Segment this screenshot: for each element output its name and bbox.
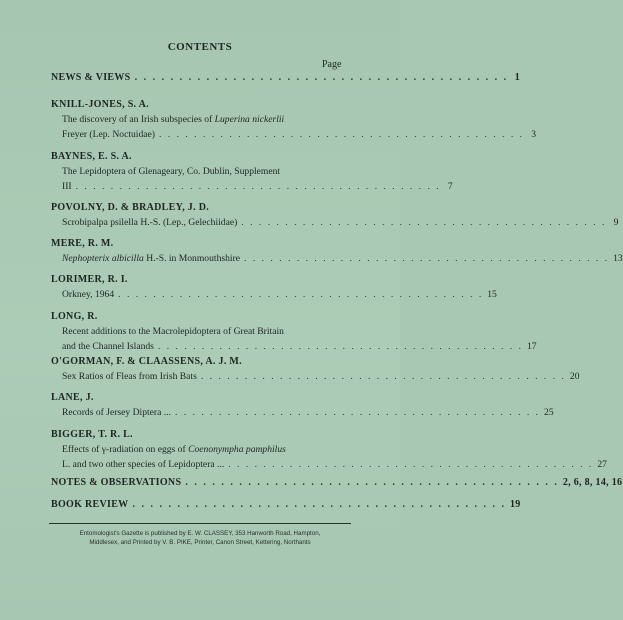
- title-text: The Lepidoptera of Glenageary, Co. Dublin, Supplement: [62, 166, 281, 177]
- leader-dots: . . . . . . . . . . . . . . . . . . . . . . . . . . . . . . . . . . . . . . . . . .: [157, 341, 523, 352]
- entry-title-line: [62, 179, 72, 194]
- leader-dots: . . . . . . . . . . . . . . . . . . . . . . . . . . . . . . . . . . . . . . . . . .: [244, 253, 610, 264]
- entry-author: BIGGER, T. R. L.: [51, 429, 133, 440]
- leader-dots: . . . . . . . . . . . . . . . . . . . . . . . . . . . . . . . . . . . . . . . . . .: [118, 289, 484, 300]
- toc-entry: [51, 390, 554, 420]
- species-name: Coenonympha pamphilus: [188, 444, 286, 455]
- page-number: 15: [487, 289, 497, 300]
- entry-title-line: [62, 457, 224, 472]
- page-number: 1: [514, 72, 521, 83]
- page-title: CONTENTS: [167, 41, 233, 53]
- entry-title-line: [62, 112, 284, 127]
- species-name: Nephopterix albicilla: [62, 253, 144, 264]
- leader-dots: . . . . . . . . . . . . . . . . . . . . . . . . . . . . . . . . . . . . . . . . . .: [241, 217, 607, 228]
- entry-author: LONG, R.: [51, 311, 98, 322]
- entry-author: O'GORMAN, F. & CLAASSENS, A. J. M.: [51, 356, 242, 367]
- entry-title-line: [62, 369, 197, 384]
- title-text: Effects of γ-radiation on eggs of: [62, 444, 189, 455]
- page-number: 19: [509, 499, 521, 510]
- entry-title-line: [62, 442, 286, 457]
- toc-entry: [51, 354, 580, 384]
- page-number: 3: [531, 129, 537, 140]
- entry-author: LORIMER, R. I.: [51, 274, 128, 285]
- title-text: Orkney, 1964: [62, 289, 115, 300]
- leader-dots: . . . . . . . . . . . . . . . . . . . . . . . . . . . . . . . . . . . . . . . . . .: [174, 407, 541, 418]
- page-number: 20: [569, 371, 580, 382]
- entry-title-line: [62, 405, 171, 420]
- leader-dots: . . . . . . . . . . . . . . . . . . . . . . . . . . . . . . . . . . . . . . . . . .: [200, 371, 566, 382]
- entry-title-line: [62, 215, 237, 230]
- publisher-note: [60, 529, 340, 547]
- toc-entry: [51, 272, 497, 302]
- toc-entry: [51, 309, 537, 354]
- title-text: Recent additions to the Macrolepidoptera of Great Britain: [62, 326, 284, 337]
- entry-title-line: [62, 324, 284, 339]
- title-text: Records of Jersey Diptera ...: [62, 407, 171, 418]
- title-text: Freyer (Lep. Noctuidae): [62, 129, 155, 140]
- page-number: 25: [544, 407, 554, 418]
- publisher-note-line-2: Middlesex, and Printed by V. B. PIKE, Printer, Canon Street, Kettering, Northants: [89, 539, 311, 546]
- title-text: L. and two other species of Lepidoptera ...: [62, 459, 225, 470]
- page-number: 2, 6, 8, 14, 16: [562, 477, 623, 488]
- toc-entry: [51, 475, 623, 490]
- publisher-note-line-1: Entomologist's Gazette is published by E. W. CLASSEY, 353 Hanworth Road, Hampton,: [79, 530, 321, 537]
- species-name: Luperina nickerlii: [214, 114, 285, 125]
- toc-entry: [51, 497, 521, 512]
- entry-author: NEWS & VIEWS: [51, 72, 131, 83]
- toc-entry: [51, 427, 607, 472]
- toc-entry: [51, 200, 619, 230]
- toc-entry: [51, 236, 623, 266]
- toc-entry: [51, 149, 453, 194]
- page-number: 27: [597, 459, 607, 470]
- entry-author: MERE, R. M.: [51, 238, 114, 249]
- entry-title-line: [62, 127, 155, 142]
- entry-author: NOTES & OBSERVATIONS: [51, 477, 182, 488]
- entry-author: BOOK REVIEW: [51, 499, 129, 510]
- title-text: The discovery of an Irish subspecies of: [62, 114, 215, 125]
- page-number: 9: [613, 217, 619, 228]
- leader-dots: . . . . . . . . . . . . . . . . . . . . . . . . . . . . . . . . . . . . . . . . . .: [158, 129, 525, 140]
- title-text: H.-S. in Monmouthshire: [143, 253, 241, 264]
- leader-dots: . . . . . . . . . . . . . . . . . . . . . . . . . . . . . . . . . . . . . . . . . .: [134, 72, 509, 83]
- entry-author: KNILL-JONES, S. A.: [51, 99, 149, 110]
- entry-title-line: [62, 251, 240, 266]
- title-text: Scrobipalpa psilella H.-S. (Lep., Gelechiidae): [62, 217, 238, 228]
- page-number: 17: [527, 341, 537, 352]
- leader-dots: . . . . . . . . . . . . . . . . . . . . . . . . . . . . . . . . . . . . . . . . . .: [132, 499, 506, 510]
- title-text: and the Channel Islands: [62, 341, 154, 352]
- entry-title-line: [62, 287, 114, 302]
- toc-entry: [51, 97, 537, 142]
- page-column-label: Page: [322, 59, 342, 70]
- leader-dots: . . . . . . . . . . . . . . . . . . . . . . . . . . . . . . . . . . . . . . . . . .: [75, 181, 441, 192]
- toc-entry: [51, 70, 521, 85]
- footer-rule: [49, 523, 351, 524]
- page-number: 7: [447, 181, 453, 192]
- entry-title-line: [62, 164, 280, 179]
- entry-author: LANE, J.: [51, 392, 94, 403]
- title-text: Sex Ratios of Fleas from Irish Bats: [62, 371, 197, 382]
- entry-title-line: [62, 339, 154, 354]
- title-text: III: [62, 181, 72, 192]
- page-number: 13: [613, 253, 623, 264]
- entry-author: BAYNES, E. S. A.: [51, 151, 132, 162]
- leader-dots: . . . . . . . . . . . . . . . . . . . . . . . . . . . . . . . . . . . . . . . . . .: [185, 477, 559, 488]
- entry-author: POVOLNY, D. & BRADLEY, J. D.: [51, 202, 210, 213]
- leader-dots: . . . . . . . . . . . . . . . . . . . . . . . . . . . . . . . . . . . . . . . . . .: [228, 459, 594, 470]
